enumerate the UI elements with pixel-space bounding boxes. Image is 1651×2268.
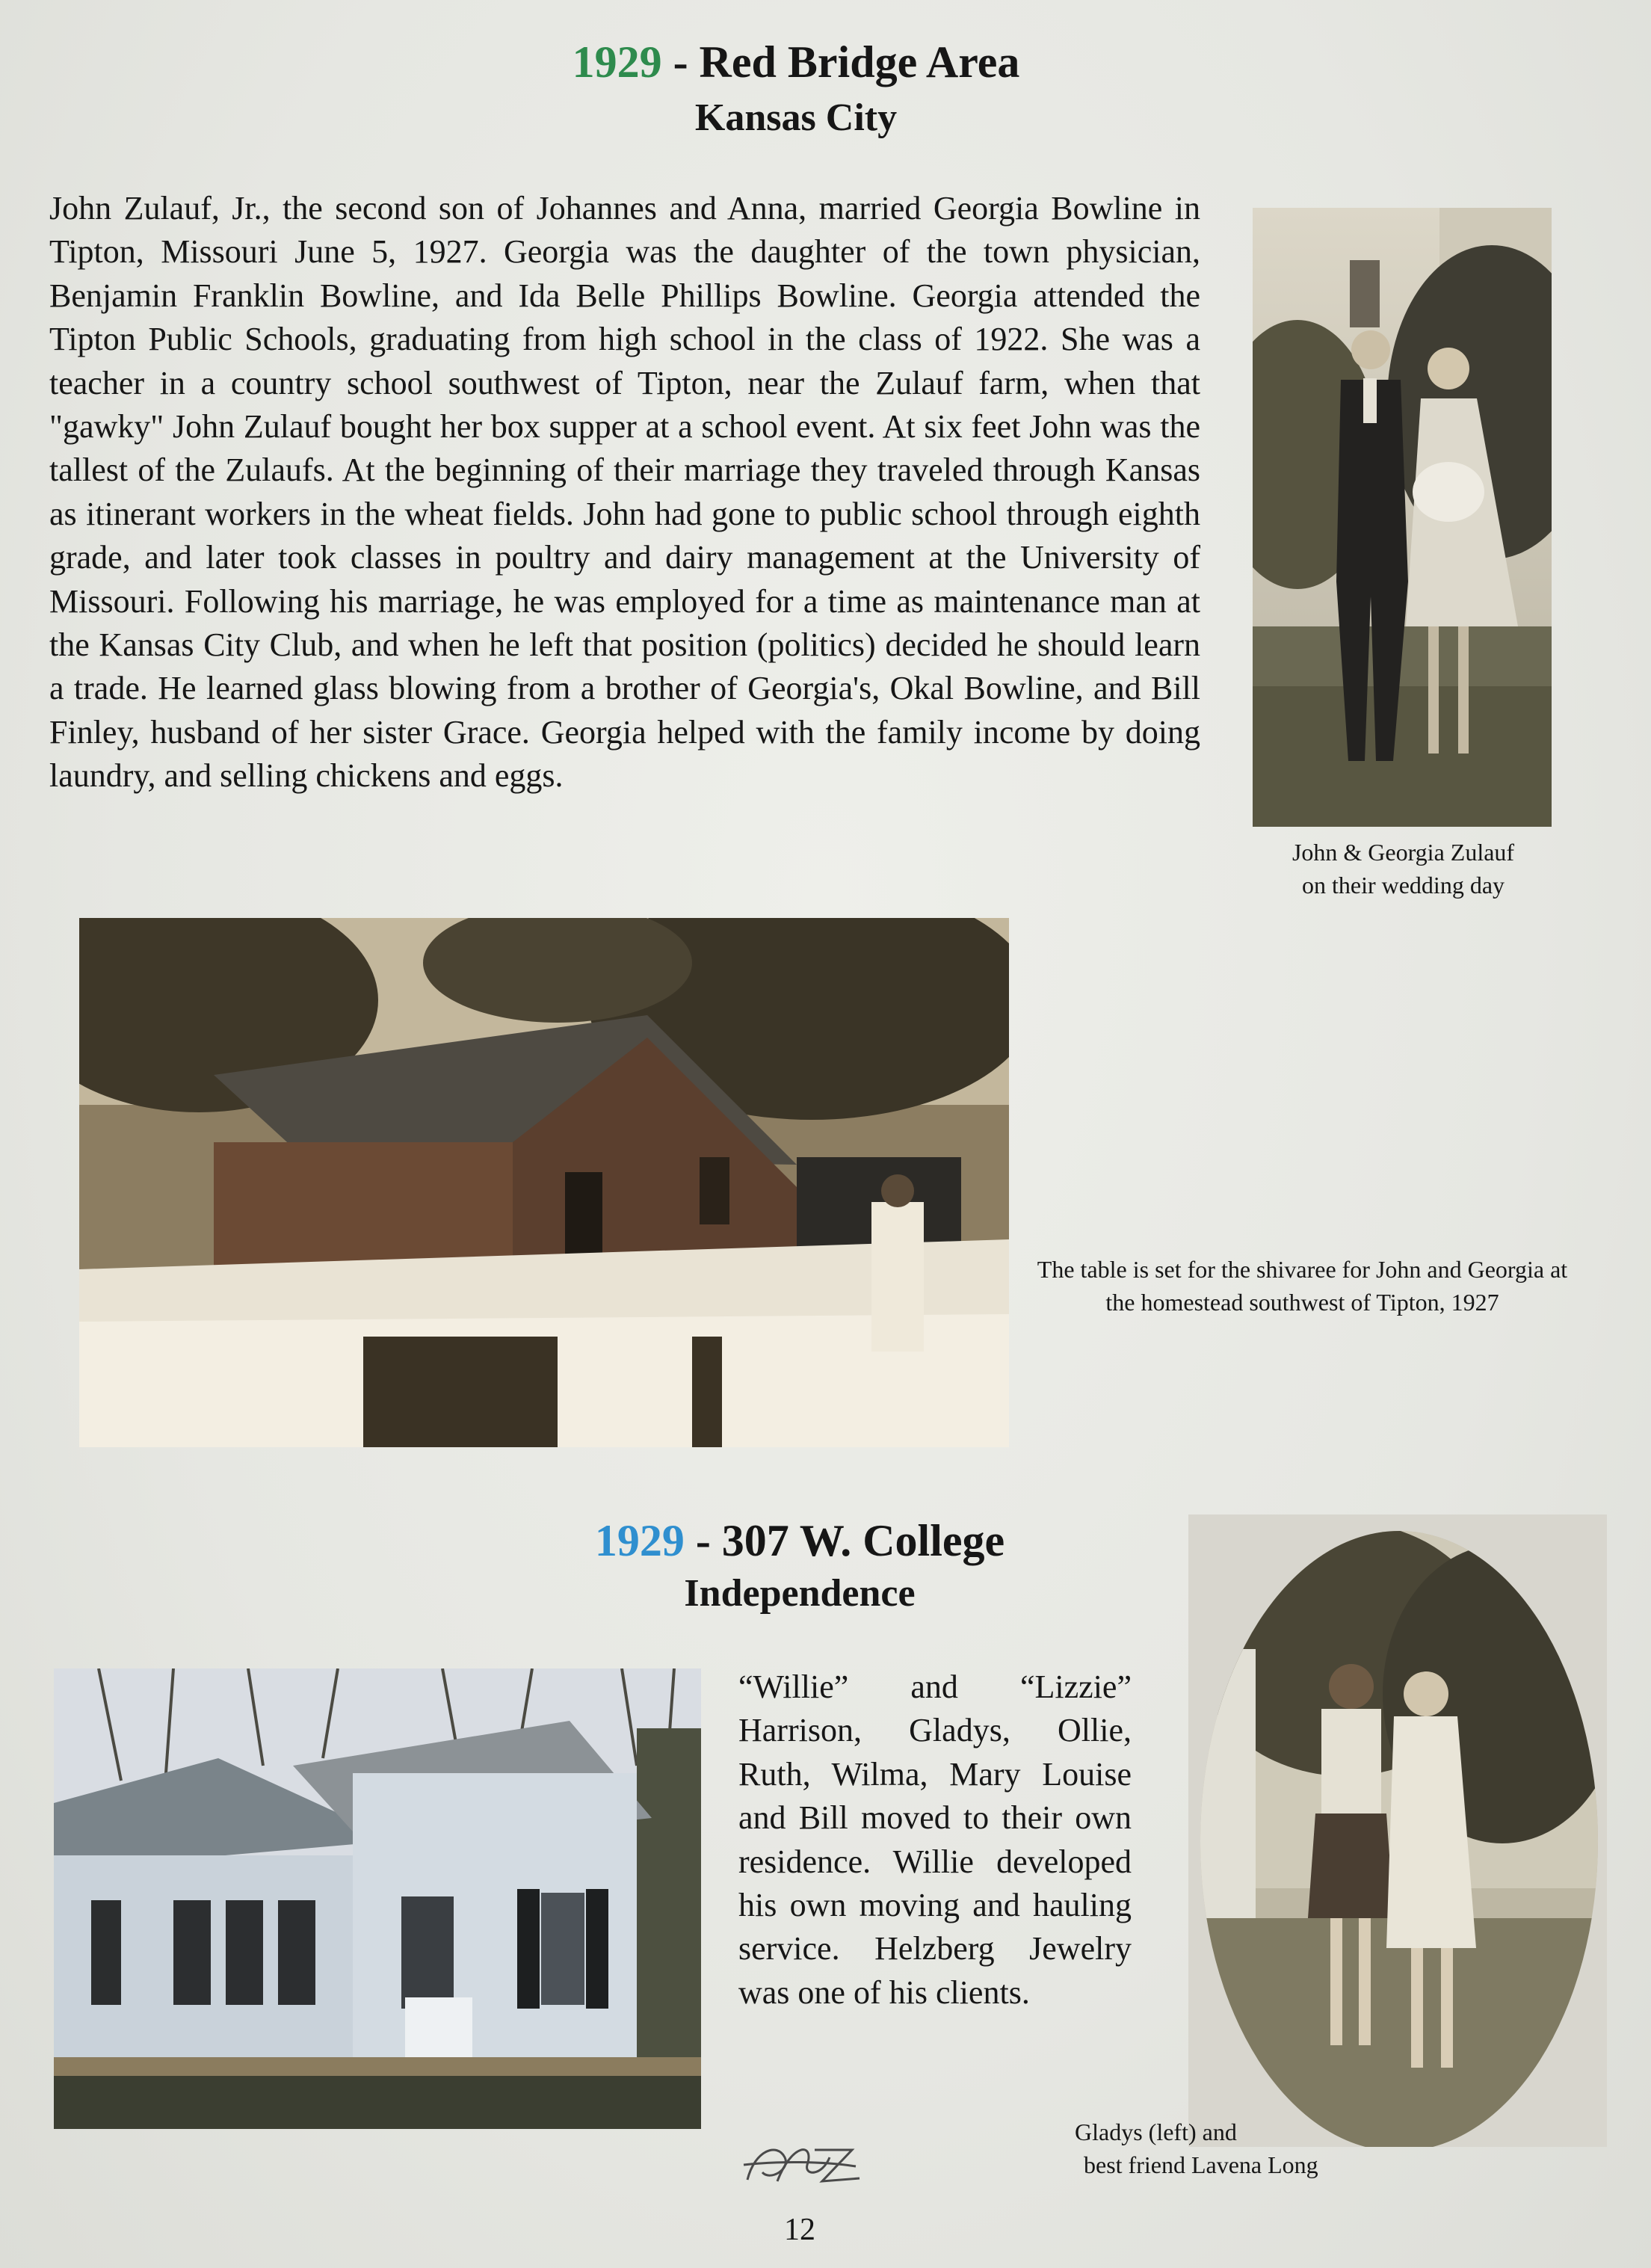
section1-title <box>374 36 1218 88</box>
section1-year: 1929 <box>572 37 662 87</box>
page-number: 12 <box>784 2213 815 2247</box>
section2-year: 1929 <box>594 1516 685 1565</box>
gladys-caption-line1: Gladys (left) and <box>1075 2118 1237 2145</box>
wedding-caption-line2: on their wedding day <box>1301 872 1505 899</box>
section2-subtitle: Independence <box>684 1572 916 1615</box>
section1-subtitle: Kansas City <box>694 96 898 139</box>
shivaree-photo <box>79 918 1009 1447</box>
gladys-caption-line2: best friend Lavena Long <box>1084 2151 1318 2178</box>
shivaree-caption: The table is set for the shivaree for John and Georgia at the homestead southwest of Tipton, 1927 <box>1037 1256 1568 1316</box>
wedding-photo <box>1253 208 1552 827</box>
section1-title-text: - Red Bridge Area <box>661 37 1020 87</box>
gladys-caption <box>1046 2116 1405 2181</box>
section1-paragraph: John Zulauf, Jr., the second son of Johannes and Anna, married Georgia Bowline in Tipton, Missouri June 5, 1927. Georgia was the daughter of the town physician, Benjamin Franklin Bowline, and Ida Belle Phillips Bowline. Georgia attended the Tipton Public Schools, graduating from high school in the class of 1922. She was a teacher in a country school southwest of Tipton, near the Zulauf farm, when that "gawky" John Zulauf bought her box supper at a school event. At six feet John was the tallest of the Zulaufs. At the beginning of their marriage they traveled through Kansas as itinerant workers in the wheat fields. John had gone to public school through eighth grade, and later took classes in poultry and dairy management at the University of Missouri. Following his marriage, he was employed for a time as maintenance man at the Kansas City Club, and when he left that position (politics) decided he should learn a trade. He learned glass blowing from a brother of Georgia's, Okal Bowline, and Bill Finley, husband of her sister Grace. Georgia helped with the family income by doing laundry, and selling chickens and eggs. <box>49 190 1200 795</box>
wedding-caption-line1: John & Georgia Zulauf <box>1292 839 1515 866</box>
section2-title <box>523 1514 1076 1567</box>
section2-paragraph: “Willie” and “Lizzie” Harrison, Gladys, Ollie, Ruth, Wilma, Mary Louise and Bill moved to their own residence. Willie developed his own moving and hauling service. Helzberg Jewelry was one of his clients. <box>738 1668 1132 2011</box>
house-photo <box>54 1668 701 2129</box>
gladys-photo <box>1188 1514 1607 2147</box>
monogram-logo <box>732 2135 867 2192</box>
section2-title-text: - 307 W. College <box>684 1516 1005 1565</box>
wedding-caption <box>1211 836 1596 902</box>
